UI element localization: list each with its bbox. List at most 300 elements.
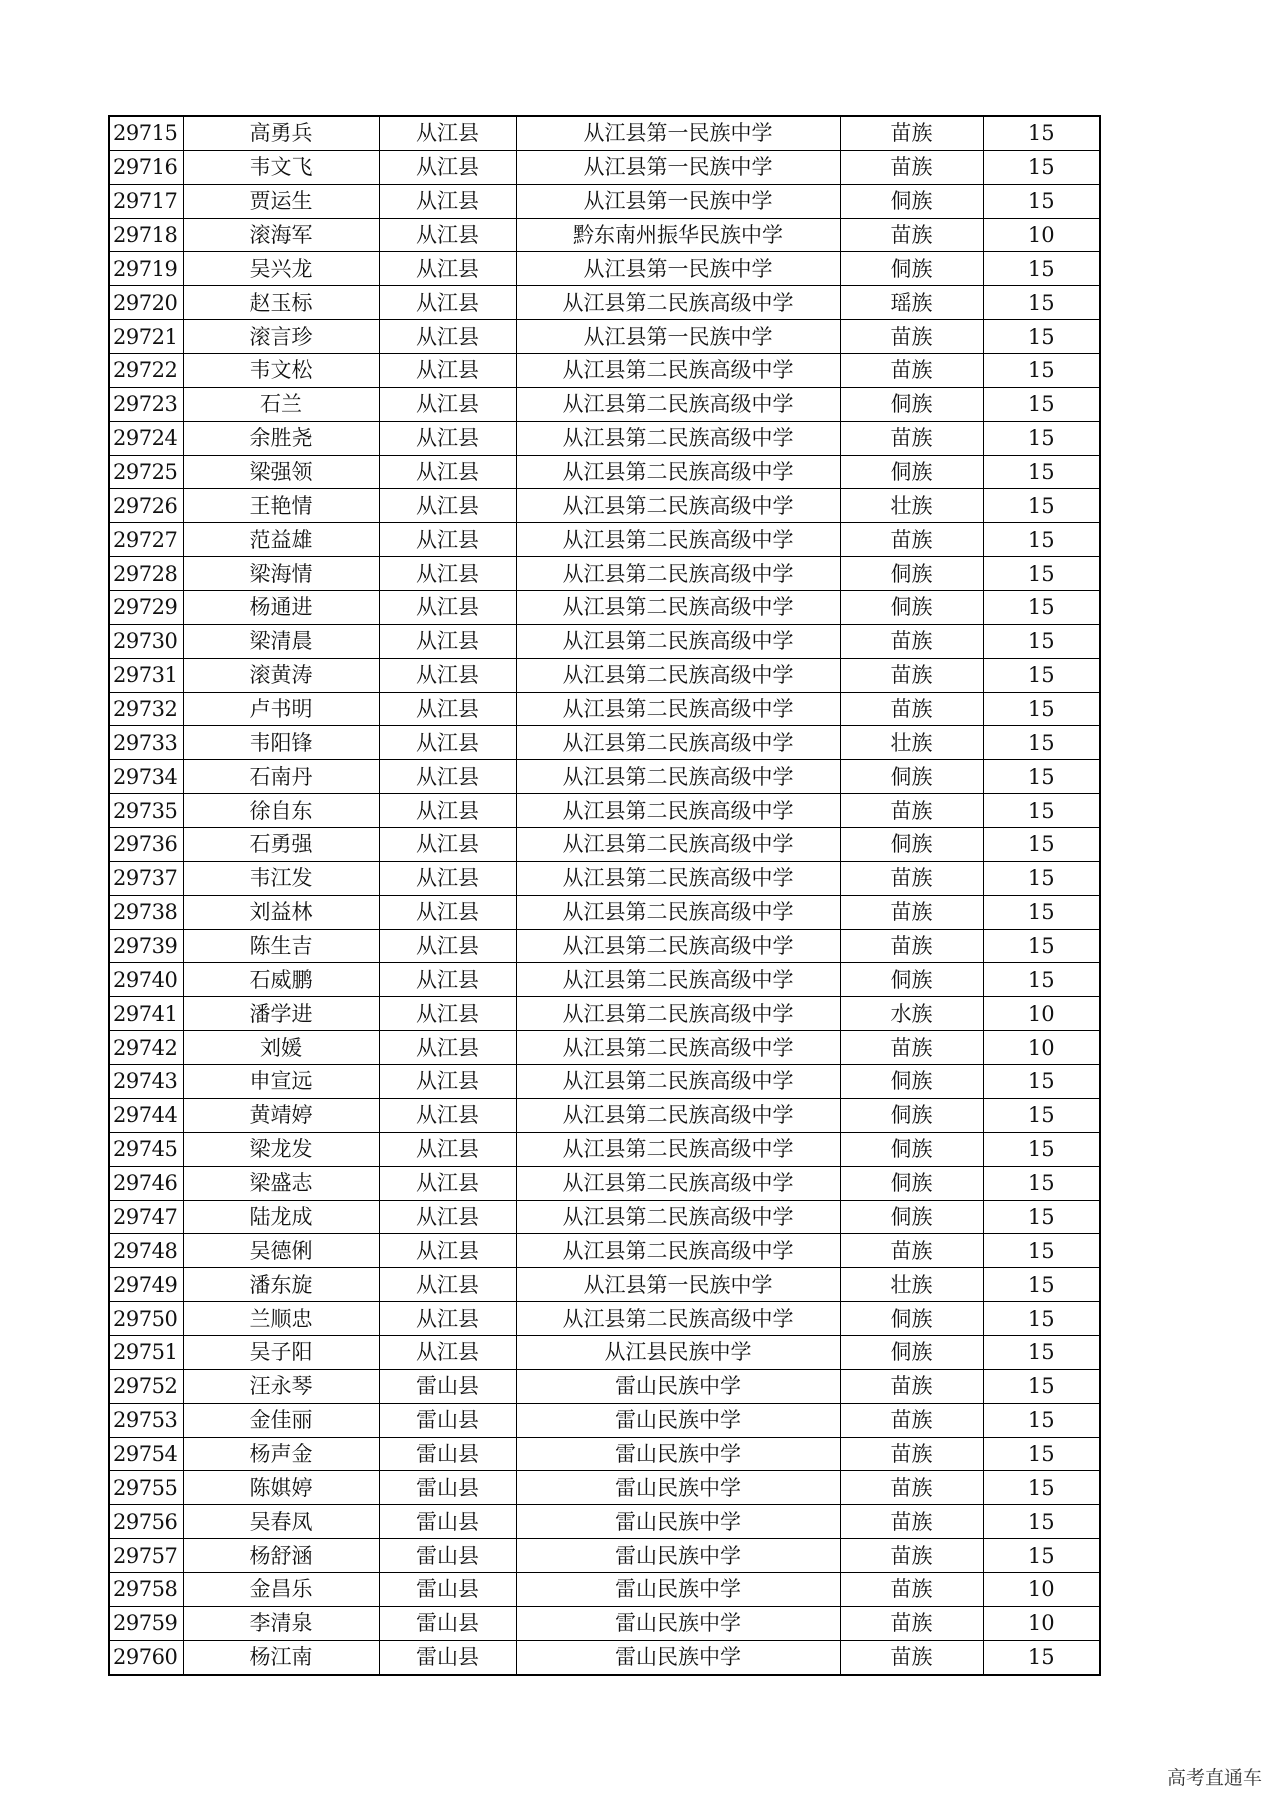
score-cell: 15 [983,1505,1100,1539]
ethnicity-cell: 瑶族 [840,286,983,320]
score-cell: 15 [983,760,1100,794]
ethnicity-cell: 侗族 [840,963,983,997]
school-cell: 从江县第二民族高级中学 [516,1302,840,1336]
id-cell: 29738 [109,895,183,929]
name-cell: 潘东旋 [183,1268,379,1302]
school-cell: 从江县第二民族高级中学 [516,1132,840,1166]
id-cell: 29755 [109,1471,183,1505]
score-cell: 10 [983,1606,1100,1640]
ethnicity-cell: 苗族 [840,1437,983,1471]
school-cell: 从江县第二民族高级中学 [516,726,840,760]
score-cell: 15 [983,1471,1100,1505]
county-cell: 从江县 [379,828,516,862]
table-row [109,387,1100,421]
name-cell: 吴兴龙 [183,252,379,286]
county-cell: 从江县 [379,252,516,286]
score-cell: 15 [983,591,1100,625]
school-cell: 从江县第二民族高级中学 [516,1166,840,1200]
name-cell: 陈生吉 [183,929,379,963]
table-row [109,1200,1100,1234]
county-cell: 从江县 [379,523,516,557]
id-cell: 29724 [109,421,183,455]
school-cell: 从江县第一民族中学 [516,150,840,184]
county-cell: 从江县 [379,760,516,794]
school-cell: 雷山民族中学 [516,1539,840,1573]
school-cell: 从江县第二民族高级中学 [516,929,840,963]
name-cell: 兰顺忠 [183,1302,379,1336]
ethnicity-cell: 侗族 [840,1065,983,1099]
county-cell: 从江县 [379,354,516,388]
county-cell: 从江县 [379,624,516,658]
id-cell: 29730 [109,624,183,658]
table-row [109,1606,1100,1640]
ethnicity-cell: 苗族 [840,794,983,828]
table-row [109,1234,1100,1268]
table-row [109,489,1100,523]
score-cell: 15 [983,1539,1100,1573]
id-cell: 29737 [109,861,183,895]
county-cell: 从江县 [379,1031,516,1065]
county-cell: 从江县 [379,861,516,895]
table-row [109,455,1100,489]
name-cell: 石南丹 [183,760,379,794]
score-cell: 15 [983,1065,1100,1099]
county-cell: 从江县 [379,320,516,354]
table-row [109,1437,1100,1471]
school-cell: 雷山民族中学 [516,1606,840,1640]
name-cell: 申宣远 [183,1065,379,1099]
ethnicity-cell: 苗族 [840,861,983,895]
ethnicity-cell: 苗族 [840,1572,983,1606]
ethnicity-cell: 苗族 [840,1539,983,1573]
ethnicity-cell: 苗族 [840,929,983,963]
score-cell: 15 [983,726,1100,760]
county-cell: 从江县 [379,794,516,828]
id-cell: 29722 [109,354,183,388]
school-cell: 从江县第二民族高级中学 [516,658,840,692]
name-cell: 吴子阳 [183,1335,379,1369]
county-cell: 从江县 [379,1098,516,1132]
id-cell: 29721 [109,320,183,354]
table-row [109,828,1100,862]
name-cell: 梁盛志 [183,1166,379,1200]
ethnicity-cell: 侗族 [840,591,983,625]
table-row [109,1403,1100,1437]
table-row [109,963,1100,997]
score-cell: 15 [983,828,1100,862]
id-cell: 29759 [109,1606,183,1640]
name-cell: 韦江发 [183,861,379,895]
score-cell: 15 [983,1098,1100,1132]
name-cell: 韦文飞 [183,150,379,184]
ethnicity-cell: 侗族 [840,760,983,794]
school-cell: 从江县第二民族高级中学 [516,997,840,1031]
score-cell: 15 [983,861,1100,895]
table-row [109,116,1100,150]
name-cell: 韦阳锋 [183,726,379,760]
ethnicity-cell: 侗族 [840,1132,983,1166]
name-cell: 黄靖婷 [183,1098,379,1132]
name-cell: 金昌乐 [183,1572,379,1606]
id-cell: 29739 [109,929,183,963]
county-cell: 从江县 [379,591,516,625]
school-cell: 从江县第二民族高级中学 [516,286,840,320]
id-cell: 29745 [109,1132,183,1166]
score-cell: 15 [983,252,1100,286]
county-cell: 从江县 [379,1234,516,1268]
school-cell: 从江县第二民族高级中学 [516,523,840,557]
school-cell: 从江县第二民族高级中学 [516,692,840,726]
id-cell: 29719 [109,252,183,286]
name-cell: 卢书明 [183,692,379,726]
table-row [109,1098,1100,1132]
name-cell: 陈娸婷 [183,1471,379,1505]
ethnicity-cell: 侗族 [840,184,983,218]
ethnicity-cell: 侗族 [840,455,983,489]
id-cell: 29736 [109,828,183,862]
school-cell: 从江县第一民族中学 [516,116,840,150]
score-cell: 10 [983,1572,1100,1606]
score-cell: 15 [983,1302,1100,1336]
table-row [109,591,1100,625]
table-row [109,421,1100,455]
name-cell: 梁海情 [183,557,379,591]
name-cell: 石兰 [183,387,379,421]
school-cell: 从江县民族中学 [516,1335,840,1369]
id-cell: 29741 [109,997,183,1031]
ethnicity-cell: 苗族 [840,320,983,354]
school-cell: 雷山民族中学 [516,1572,840,1606]
ethnicity-cell: 侗族 [840,1335,983,1369]
county-cell: 雷山县 [379,1606,516,1640]
id-cell: 29753 [109,1403,183,1437]
id-cell: 29746 [109,1166,183,1200]
school-cell: 从江县第二民族高级中学 [516,387,840,421]
table-row [109,286,1100,320]
county-cell: 从江县 [379,658,516,692]
name-cell: 韦文松 [183,354,379,388]
score-cell: 15 [983,1335,1100,1369]
name-cell: 陆龙成 [183,1200,379,1234]
county-cell: 从江县 [379,692,516,726]
school-cell: 从江县第二民族高级中学 [516,1200,840,1234]
school-cell: 从江县第二民族高级中学 [516,489,840,523]
ethnicity-cell: 侗族 [840,557,983,591]
county-cell: 从江县 [379,1268,516,1302]
ethnicity-cell: 苗族 [840,658,983,692]
name-cell: 潘学进 [183,997,379,1031]
name-cell: 余胜尧 [183,421,379,455]
school-cell: 从江县第二民族高级中学 [516,591,840,625]
ethnicity-cell: 侗族 [840,1200,983,1234]
county-cell: 雷山县 [379,1471,516,1505]
id-cell: 29760 [109,1640,183,1674]
county-cell: 从江县 [379,895,516,929]
ethnicity-cell: 苗族 [840,1606,983,1640]
score-cell: 15 [983,1132,1100,1166]
school-cell: 从江县第二民族高级中学 [516,760,840,794]
score-cell: 15 [983,320,1100,354]
name-cell: 杨舒涵 [183,1539,379,1573]
name-cell: 石勇强 [183,828,379,862]
roster-table-body [109,116,1100,1675]
county-cell: 雷山县 [379,1572,516,1606]
ethnicity-cell: 壮族 [840,726,983,760]
county-cell: 从江县 [379,1335,516,1369]
score-cell: 15 [983,354,1100,388]
name-cell: 石威鹏 [183,963,379,997]
id-cell: 29752 [109,1369,183,1403]
id-cell: 29732 [109,692,183,726]
county-cell: 雷山县 [379,1505,516,1539]
id-cell: 29735 [109,794,183,828]
ethnicity-cell: 苗族 [840,421,983,455]
score-cell: 15 [983,929,1100,963]
table-row [109,1166,1100,1200]
ethnicity-cell: 苗族 [840,150,983,184]
ethnicity-cell: 侗族 [840,1302,983,1336]
id-cell: 29720 [109,286,183,320]
name-cell: 王艳情 [183,489,379,523]
name-cell: 滚黄涛 [183,658,379,692]
table-row [109,1572,1100,1606]
id-cell: 29754 [109,1437,183,1471]
county-cell: 从江县 [379,1166,516,1200]
score-cell: 15 [983,1369,1100,1403]
school-cell: 雷山民族中学 [516,1403,840,1437]
table-row [109,1640,1100,1674]
county-cell: 从江县 [379,286,516,320]
school-cell: 从江县第二民族高级中学 [516,1065,840,1099]
score-cell: 15 [983,489,1100,523]
table-row [109,997,1100,1031]
table-row [109,929,1100,963]
score-cell: 15 [983,624,1100,658]
name-cell: 刘益林 [183,895,379,929]
ethnicity-cell: 苗族 [840,624,983,658]
name-cell: 梁清晨 [183,624,379,658]
score-cell: 15 [983,150,1100,184]
table-row [109,861,1100,895]
ethnicity-cell: 苗族 [840,895,983,929]
table-row [109,1031,1100,1065]
score-cell: 10 [983,1031,1100,1065]
ethnicity-cell: 壮族 [840,489,983,523]
ethnicity-cell: 苗族 [840,1369,983,1403]
county-cell: 从江县 [379,218,516,252]
name-cell: 杨声金 [183,1437,379,1471]
score-cell: 15 [983,895,1100,929]
name-cell: 梁龙发 [183,1132,379,1166]
school-cell: 从江县第二民族高级中学 [516,794,840,828]
ethnicity-cell: 苗族 [840,1471,983,1505]
name-cell: 滚海军 [183,218,379,252]
id-cell: 29729 [109,591,183,625]
score-cell: 15 [983,1640,1100,1674]
name-cell: 赵玉标 [183,286,379,320]
school-cell: 从江县第二民族高级中学 [516,895,840,929]
name-cell: 滚言珍 [183,320,379,354]
table-row [109,1268,1100,1302]
county-cell: 从江县 [379,997,516,1031]
table-row [109,218,1100,252]
table-row [109,692,1100,726]
id-cell: 29717 [109,184,183,218]
name-cell: 杨通进 [183,591,379,625]
name-cell: 刘媛 [183,1031,379,1065]
county-cell: 从江县 [379,1065,516,1099]
score-cell: 15 [983,692,1100,726]
school-cell: 雷山民族中学 [516,1640,840,1674]
table-row [109,1471,1100,1505]
county-cell: 从江县 [379,963,516,997]
school-cell: 从江县第二民族高级中学 [516,861,840,895]
score-cell: 15 [983,1268,1100,1302]
roster-table [108,115,1101,1676]
score-cell: 15 [983,557,1100,591]
table-row [109,658,1100,692]
county-cell: 从江县 [379,1132,516,1166]
name-cell: 高勇兵 [183,116,379,150]
county-cell: 雷山县 [379,1640,516,1674]
school-cell: 从江县第二民族高级中学 [516,1098,840,1132]
score-cell: 15 [983,963,1100,997]
county-cell: 雷山县 [379,1403,516,1437]
score-cell: 15 [983,1403,1100,1437]
id-cell: 29725 [109,455,183,489]
county-cell: 从江县 [379,184,516,218]
id-cell: 29718 [109,218,183,252]
school-cell: 从江县第一民族中学 [516,320,840,354]
table-row [109,1539,1100,1573]
id-cell: 29731 [109,658,183,692]
score-cell: 15 [983,1200,1100,1234]
id-cell: 29748 [109,1234,183,1268]
ethnicity-cell: 壮族 [840,1268,983,1302]
score-cell: 15 [983,286,1100,320]
school-cell: 从江县第二民族高级中学 [516,624,840,658]
table-row [109,1132,1100,1166]
id-cell: 29758 [109,1572,183,1606]
table-row [109,726,1100,760]
score-cell: 10 [983,997,1100,1031]
ethnicity-cell: 侗族 [840,828,983,862]
school-cell: 从江县第二民族高级中学 [516,354,840,388]
name-cell: 吴春凤 [183,1505,379,1539]
id-cell: 29716 [109,150,183,184]
name-cell: 吴德俐 [183,1234,379,1268]
ethnicity-cell: 侗族 [840,1098,983,1132]
school-cell: 从江县第二民族高级中学 [516,1031,840,1065]
county-cell: 雷山县 [379,1539,516,1573]
id-cell: 29751 [109,1335,183,1369]
table-row [109,252,1100,286]
score-cell: 15 [983,455,1100,489]
county-cell: 从江县 [379,455,516,489]
score-cell: 15 [983,1166,1100,1200]
table-row [109,895,1100,929]
school-cell: 雷山民族中学 [516,1505,840,1539]
id-cell: 29734 [109,760,183,794]
ethnicity-cell: 侗族 [840,387,983,421]
school-cell: 从江县第二民族高级中学 [516,963,840,997]
table-row [109,1302,1100,1336]
school-cell: 雷山民族中学 [516,1369,840,1403]
county-cell: 从江县 [379,1200,516,1234]
table-row [109,557,1100,591]
id-cell: 29742 [109,1031,183,1065]
id-cell: 29757 [109,1539,183,1573]
score-cell: 15 [983,184,1100,218]
county-cell: 从江县 [379,387,516,421]
id-cell: 29743 [109,1065,183,1099]
name-cell: 徐自东 [183,794,379,828]
table-row [109,1335,1100,1369]
school-cell: 从江县第一民族中学 [516,252,840,286]
ethnicity-cell: 苗族 [840,692,983,726]
score-cell: 15 [983,658,1100,692]
id-cell: 29715 [109,116,183,150]
id-cell: 29750 [109,1302,183,1336]
ethnicity-cell: 苗族 [840,1403,983,1437]
score-cell: 10 [983,218,1100,252]
school-cell: 黔东南州振华民族中学 [516,218,840,252]
school-cell: 从江县第二民族高级中学 [516,828,840,862]
name-cell: 贾运生 [183,184,379,218]
county-cell: 从江县 [379,116,516,150]
ethnicity-cell: 苗族 [840,1640,983,1674]
id-cell: 29749 [109,1268,183,1302]
name-cell: 李清泉 [183,1606,379,1640]
score-cell: 15 [983,523,1100,557]
table-row [109,1505,1100,1539]
id-cell: 29733 [109,726,183,760]
table-row [109,1369,1100,1403]
school-cell: 从江县第一民族中学 [516,184,840,218]
school-cell: 从江县第二民族高级中学 [516,1234,840,1268]
name-cell: 范益雄 [183,523,379,557]
ethnicity-cell: 苗族 [840,218,983,252]
ethnicity-cell: 苗族 [840,1031,983,1065]
id-cell: 29740 [109,963,183,997]
table-row [109,150,1100,184]
county-cell: 雷山县 [379,1437,516,1471]
county-cell: 从江县 [379,726,516,760]
ethnicity-cell: 苗族 [840,523,983,557]
school-cell: 从江县第二民族高级中学 [516,455,840,489]
ethnicity-cell: 苗族 [840,1505,983,1539]
id-cell: 29728 [109,557,183,591]
school-cell: 雷山民族中学 [516,1437,840,1471]
school-cell: 从江县第二民族高级中学 [516,557,840,591]
ethnicity-cell: 苗族 [840,354,983,388]
ethnicity-cell: 苗族 [840,1234,983,1268]
table-row [109,320,1100,354]
id-cell: 29744 [109,1098,183,1132]
id-cell: 29723 [109,387,183,421]
table-row [109,1065,1100,1099]
id-cell: 29727 [109,523,183,557]
name-cell: 梁强领 [183,455,379,489]
ethnicity-cell: 侗族 [840,1166,983,1200]
table-row [109,354,1100,388]
name-cell: 杨江南 [183,1640,379,1674]
table-row [109,184,1100,218]
score-cell: 15 [983,1437,1100,1471]
table-row [109,760,1100,794]
id-cell: 29726 [109,489,183,523]
ethnicity-cell: 侗族 [840,252,983,286]
